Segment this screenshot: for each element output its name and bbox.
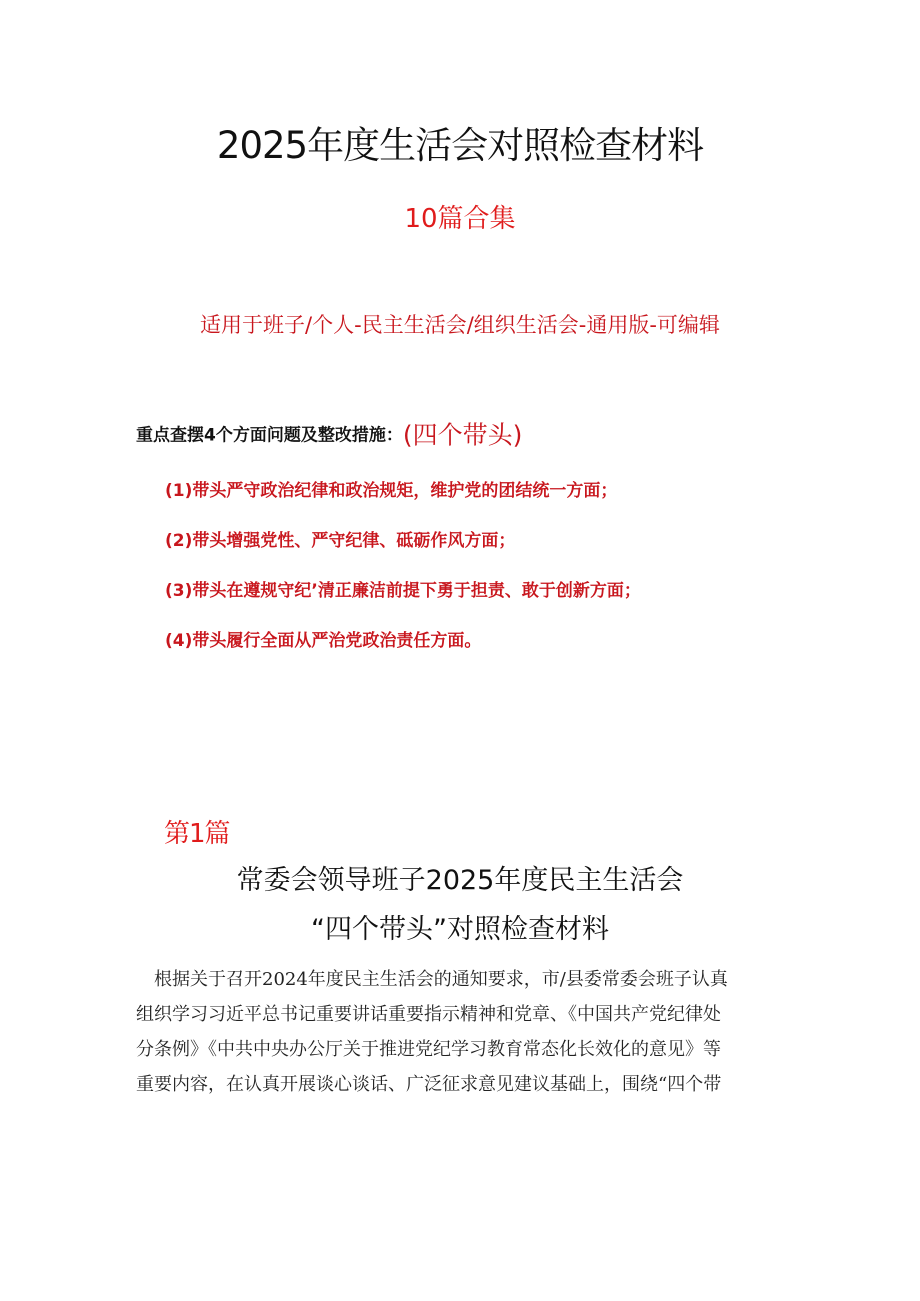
body-paragraph <box>136 962 796 1102</box>
part-label: 第1篇 <box>164 819 230 849</box>
body-line: 重要内容，在认真开展谈心谈话、广泛征求意见建议基础上，围绕“四个带 <box>136 1074 722 1095</box>
focus-highlight: (四个带头) <box>402 420 523 450</box>
document-title: 2025年度生活会对照检查材料 <box>216 124 704 167</box>
body-line: 组织学习习近平总书记重要讲话重要指示精神和党章、《中国共产党纪律处 <box>136 1004 721 1025</box>
focus-label: 重点查摆4个方面问题及整改措施： <box>136 425 403 446</box>
focus-item: (1)带头严守政治纪律和政治规矩，维护党的团结统一方面； <box>165 481 618 501</box>
body-line: 根据关于召开2024年度民主生活会的通知要求，市/县委常委会班子认真 <box>154 969 728 990</box>
part-title-line-2: “四个带头”对照检查材料 <box>311 914 609 945</box>
focus-item: (4)带头履行全面从严治党政治责任方面。 <box>165 631 482 651</box>
part-title-line-1: 常委会领导班子2025年度民主生活会 <box>236 865 684 896</box>
focus-item: (3)带头在遵规守纪’清正廉洁前提下勇于担责、敢于创新方面； <box>165 581 641 601</box>
body-line: 分条例》《中共中央办公厅关于推进党纪学习教育常态化长效化的意见》等 <box>136 1039 721 1060</box>
focus-item: (2)带头增强党性、严守纪律、砥砺作风方面； <box>165 531 516 551</box>
collection-subtitle: 10篇合集 <box>404 204 516 234</box>
focus-heading <box>136 416 522 455</box>
usage-note: 适用于班子/个人-民主生活会/组织生活会-通用版-可编辑 <box>200 313 720 337</box>
focus-items-list <box>165 476 641 676</box>
